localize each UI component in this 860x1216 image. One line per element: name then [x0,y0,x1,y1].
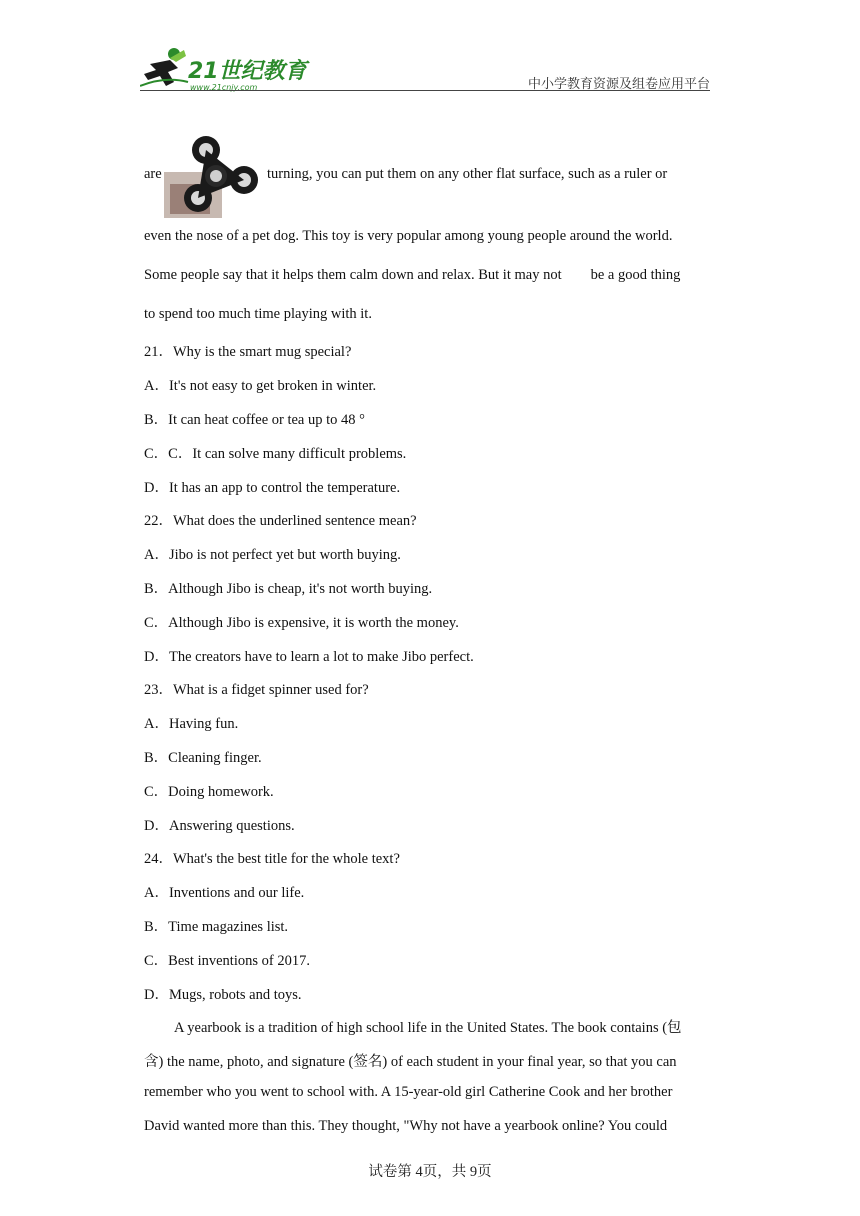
passage-line-2: even the nose of a pet dog. This toy is very popular among young people around the world. [144,228,673,244]
question-21-option-c: C．C．It can solve many difficult problems. [144,446,407,462]
page-footer: 试卷第 4页，共 9页 [368,1164,492,1180]
question-24-option-c: C．Best inventions of 2017. [144,953,310,969]
question-24-option-d: D．Mugs, robots and toys. [144,987,302,1003]
passage2-line-2: 含) the name, photo, and signature (签名) of each student in your final year, so that you can [144,1054,677,1070]
site-logo [140,46,310,92]
page-header [140,40,710,92]
question-22-option-c: C．Although Jibo is expensive, it is worth the money. [144,615,459,631]
question-24-stem: 24．What's the best title for the whole text? [144,851,400,867]
question-22-option-b: B．Although Jibo is cheap, it's not worth buying. [144,581,433,597]
question-22-stem: 22．What does the underlined sentence mean? [144,513,417,529]
question-23-option-d: D．Answering questions. [144,818,295,834]
question-24-option-b: B．Time magazines list. [144,919,289,935]
question-21-option-a: A．It's not easy to get broken in winter. [144,378,377,394]
question-22-option-d: D．The creators have to learn a lot to make Jibo perfect. [144,649,474,665]
question-21-option-d: D．It has an app to control the temperature. [144,480,401,496]
passage-line-4: to spend too much time playing with it. [144,306,372,322]
question-22-option-a: A．Jibo is not perfect yet but worth buying. [144,547,401,563]
passage-line-3: Some people say that it helps them calm down and relax. But it may not be a good thing [144,267,681,283]
passage2-line-4: David wanted more than this. They thought, "Why not have a yearbook online? You could [144,1118,668,1134]
passage-word-are: are [144,166,162,182]
fidget-spinner-image [164,132,264,218]
question-23-option-a: A．Having fun. [144,716,239,732]
passage2-line-1: A yearbook is a tradition of high school life in the United States. The book contains (包 [174,1020,682,1036]
question-24-option-a: A．Inventions and our life. [144,885,305,901]
logo-url: www.21cnjy.com [190,83,258,92]
question-21-stem: 21．Why is the smart mug special? [144,344,352,360]
header-platform-text: 中小学教育资源及组卷应用平台 [527,76,710,91]
logo-text: 21世纪教育 [188,59,307,84]
question-23-option-c: C．Doing homework. [144,784,274,800]
passage-line-1 [144,166,162,183]
passage2-line-3: remember who you went to school with. A 15-year-old girl Catherine Cook and her brother [144,1084,673,1100]
question-23-stem: 23．What is a fidget spinner used for? [144,682,369,698]
runner-logo-icon [140,46,190,92]
question-23-option-b: B．Cleaning finger. [144,750,262,766]
passage-line-1-cont: turning, you can put them on any other flat surface, such as a ruler or [267,166,668,182]
question-21-option-b: B．It can heat coffee or tea up to 48 ° [144,412,365,428]
header-divider [140,90,710,91]
